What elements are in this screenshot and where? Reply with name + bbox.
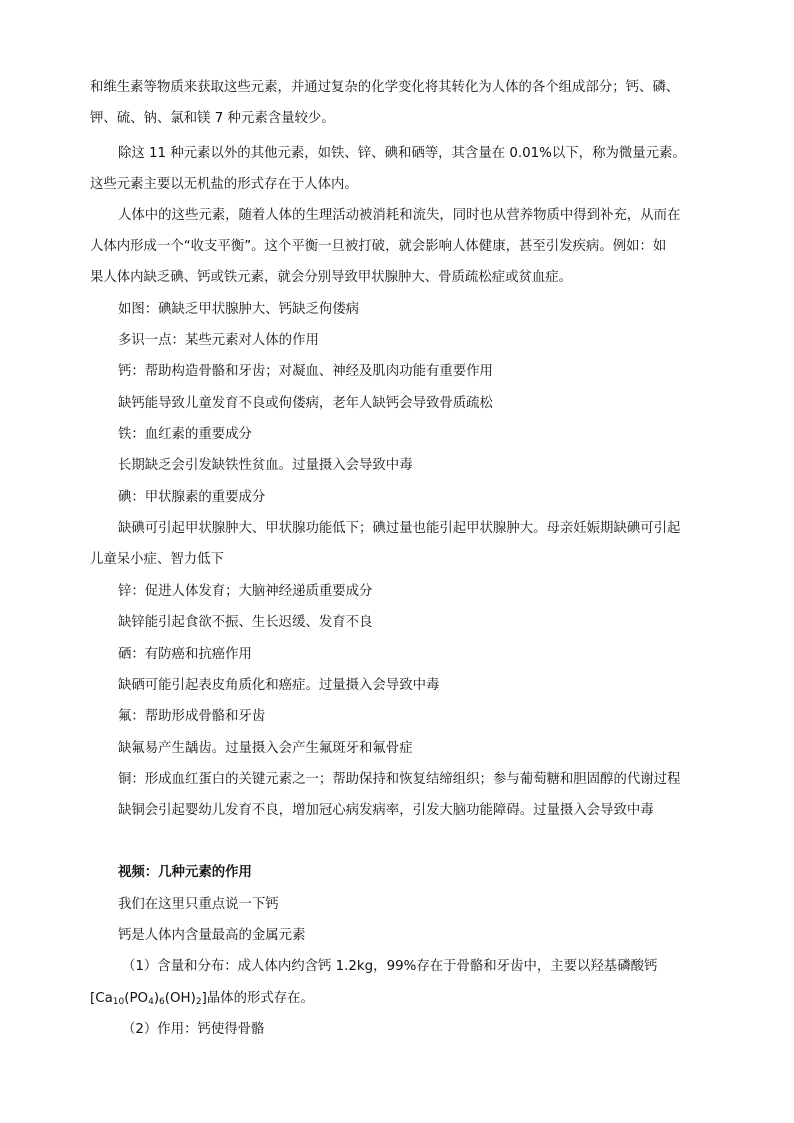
formula-subscript: 6	[159, 997, 165, 1007]
paragraph-line: 这些元素主要以无机盐的形式存在于人体内。	[90, 177, 358, 192]
paragraph-line: 我们在这里只重点说一下钙	[118, 897, 279, 912]
paragraph-line: 和维生素等物质来获取这些元素，并通过复杂的化学变化将其转化为人体的各个组成部分；钙、磷、	[90, 80, 680, 95]
formula-subscript: 4	[148, 997, 154, 1007]
paragraph-line: 缺氟易产生龋齿。过量摄入会产生氟斑牙和氟骨症	[118, 741, 413, 756]
paragraph-line: 如图：碘缺乏甲状腺肿大、钙缺乏佝偻病	[118, 302, 360, 317]
paragraph-line: 缺碘可引起甲状腺肿大、甲状腺功能低下；碘过量也能引起甲状腺肿大。母亲妊娠期缺碘可引起	[118, 521, 681, 536]
formula-text: [Ca	[90, 991, 113, 1006]
paragraph-line: 钙是人体内含量最高的金属元素	[118, 928, 306, 943]
paragraph-line: 人体中的这些元素，随着人体的生理活动被消耗和流失，同时也从营养物质中得到补充，从而在	[118, 208, 681, 223]
paragraph-line: 钙：帮助构造骨骼和牙齿；对凝血、神经及肌肉功能有重要作用	[118, 364, 493, 379]
paragraph-line: 铁：血红素的重要成分	[118, 427, 252, 442]
paragraph-line: 锌：促进人体发育；大脑神经递质重要成分	[118, 584, 373, 599]
formula-text: )	[153, 991, 160, 1006]
paragraph-line: 缺铜会引起婴幼儿发育不良，增加冠心病发病率，引发大脑功能障碍。过量摄入会导致中毒	[118, 803, 654, 818]
paragraph-line: 铜：形成血红蛋白的关键元素之一；帮助保持和恢复结缔组织；参与葡萄糖和胆固醇的代谢过程	[118, 772, 681, 787]
paragraph-line: 人体内形成一个“收支平衡”。这个平衡一旦被打破，就会影响人体健康，甚至引发疾病。例如：如	[90, 239, 667, 254]
paragraph-line: 缺硒可能引起表皮角质化和癌症。过量摄入会导致中毒	[118, 678, 440, 693]
paragraph-line: 钾、硫、钠、氯和镁 7 种元素含量较少。	[90, 111, 335, 126]
paragraph-line: 长期缺乏会引发缺铁性贫血。过量摄入会导致中毒	[118, 458, 413, 473]
section-heading: 视频：几种元素的作用	[118, 865, 252, 880]
formula-tail-text: 晶体的形式存在。	[206, 991, 314, 1006]
paragraph-line: 除这 11 种元素以外的其他元素，如铁、锌、碘和硒等，其含量在 0.01%以下，称为微量元素。	[118, 146, 686, 161]
formula-text: (PO	[124, 991, 149, 1006]
paragraph-line: 儿童呆小症、智力低下	[90, 552, 224, 567]
formula-subscript: 2	[195, 997, 202, 1007]
paragraph-line: 缺锌能引起食欲不振、生长迟缓、发育不良	[118, 615, 373, 630]
paragraph-line: 氟：帮助形成骨骼和牙齿	[118, 709, 266, 724]
paragraph-line: （2）作用：钙使得骨骼	[122, 1022, 265, 1037]
formula-subscript: 10	[112, 997, 125, 1007]
formula-text: ]	[201, 991, 207, 1006]
paragraph-line: 多识一点：某些元素对人体的作用	[118, 333, 319, 348]
paragraph-line: 碘：甲状腺素的重要成分	[118, 490, 266, 505]
paragraph-line: 缺钙能导致儿童发育不良或佝偻病，老年人缺钙会导致骨质疏松	[118, 396, 493, 411]
formula-text: (OH)	[164, 991, 196, 1006]
paragraph-line: 果人体内缺乏碘、钙或铁元素，就会分别导致甲状腺肿大、骨质疏松症或贫血症。	[90, 270, 573, 285]
paragraph-line: （1）含量和分布：成人体内约含钙 1.2kg，99%存在于骨骼和牙齿中，主要以羟基磷酸钙	[122, 959, 658, 974]
formula-line	[90, 989, 710, 1009]
paragraph-line: 硒：有防癌和抗癌作用	[118, 647, 252, 662]
